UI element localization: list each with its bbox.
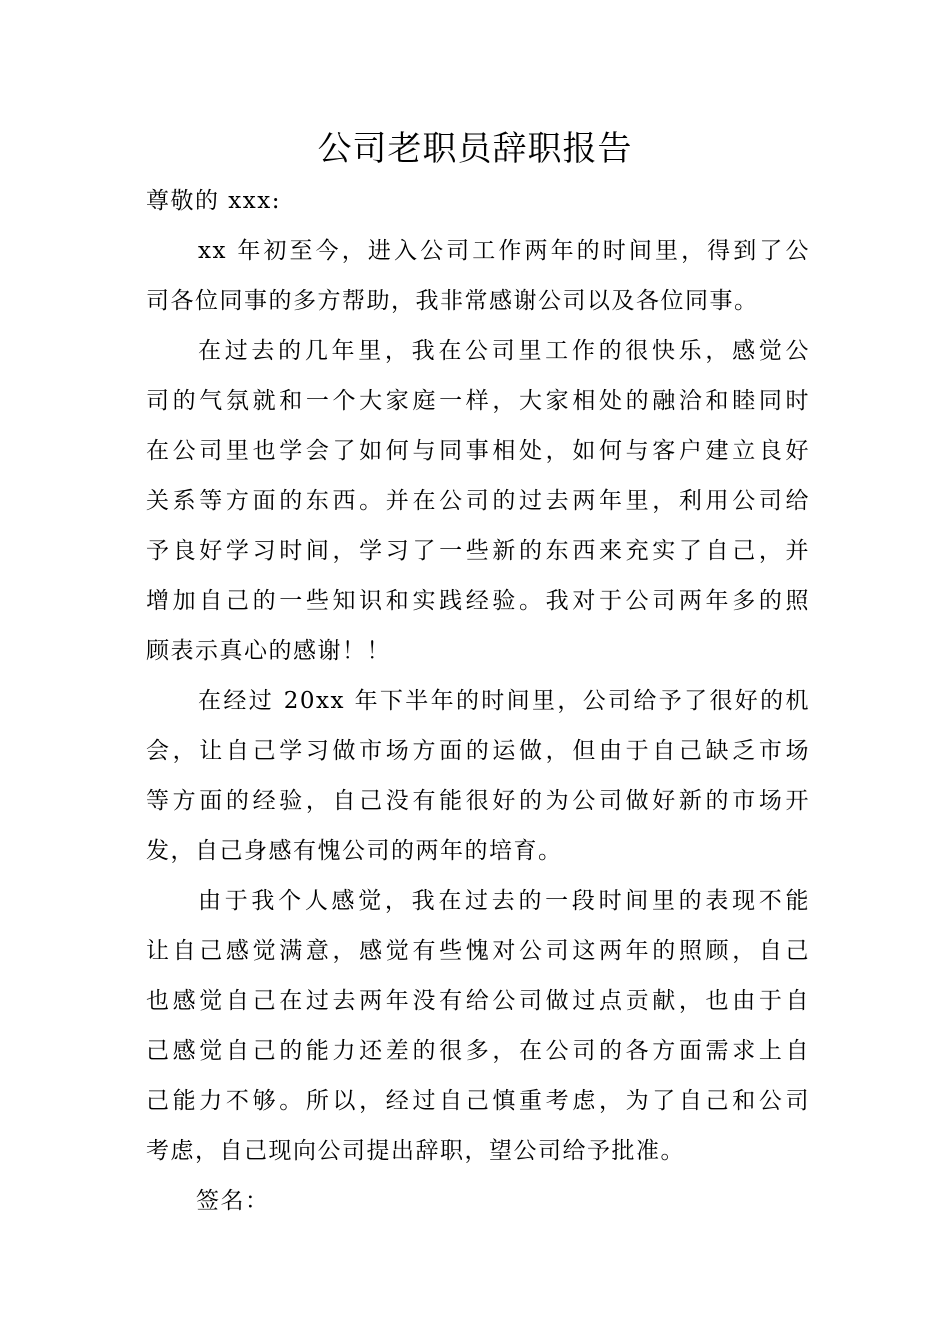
paragraph-line: 让自己感觉满意，感觉有些愧对公司这两年的照顾，自己 [146, 938, 810, 964]
paragraph [146, 876, 810, 1176]
paragraph [146, 226, 810, 326]
paragraph-line: 发，自己身感有愧公司的两年的培育。 [146, 838, 563, 864]
paragraph-line: xx 年初至今，进入公司工作两年的时间里，得到了公 [198, 238, 810, 264]
paragraph-line: 关系等方面的东西。并在公司的过去两年里，利用公司给 [146, 488, 810, 514]
letter-body [146, 176, 810, 1226]
paragraph-line: 己感觉自己的能力还差的很多，在公司的各方面需求上自 [146, 1038, 810, 1064]
signature-label: 签名： [196, 1188, 270, 1214]
paragraph-line: 也感觉自己在过去两年没有给公司做过点贡献，也由于自 [146, 988, 810, 1014]
paragraph-line: 在经过 20xx 年下半年的时间里，公司给予了很好的机 [198, 688, 810, 714]
paragraph-line: 由于我个人感觉，我在过去的一段时间里的表现不能 [198, 888, 810, 914]
paragraph [146, 676, 810, 876]
paragraph-line: 考虑，自己现向公司提出辞职，望公司给予批准。 [146, 1138, 685, 1164]
paragraph-line: 司的气氛就和一个大家庭一样，大家相处的融洽和睦同时 [146, 388, 810, 414]
paragraph-line: 予良好学习时间，学习了一些新的东西来充实了自己，并 [146, 538, 810, 564]
paragraph-line: 司各位同事的多方帮助，我非常感谢公司以及各位同事。 [146, 288, 759, 314]
paragraph-line: 在过去的几年里，我在公司里工作的很快乐，感觉公 [198, 338, 810, 364]
document-title: 公司老职员辞职报告 [317, 129, 633, 169]
paragraph-line: 增加自己的一些知识和实践经验。我对于公司两年多的照 [146, 588, 810, 614]
paragraph-line: 在公司里也学会了如何与同事相处，如何与客户建立良好 [146, 438, 810, 464]
paragraph-line: 己能力不够。所以，经过自己慎重考虑，为了自己和公司 [146, 1088, 810, 1114]
paragraph-line: 等方面的经验，自己没有能很好的为公司做好新的市场开 [146, 788, 810, 814]
paragraph-line: 顾表示真心的感谢！！ [146, 638, 391, 664]
paragraph [146, 326, 810, 676]
salutation: 尊敬的 xxx: [146, 188, 281, 214]
paragraph-line: 会，让自己学习做市场方面的运做，但由于自己缺乏市场 [146, 738, 810, 764]
